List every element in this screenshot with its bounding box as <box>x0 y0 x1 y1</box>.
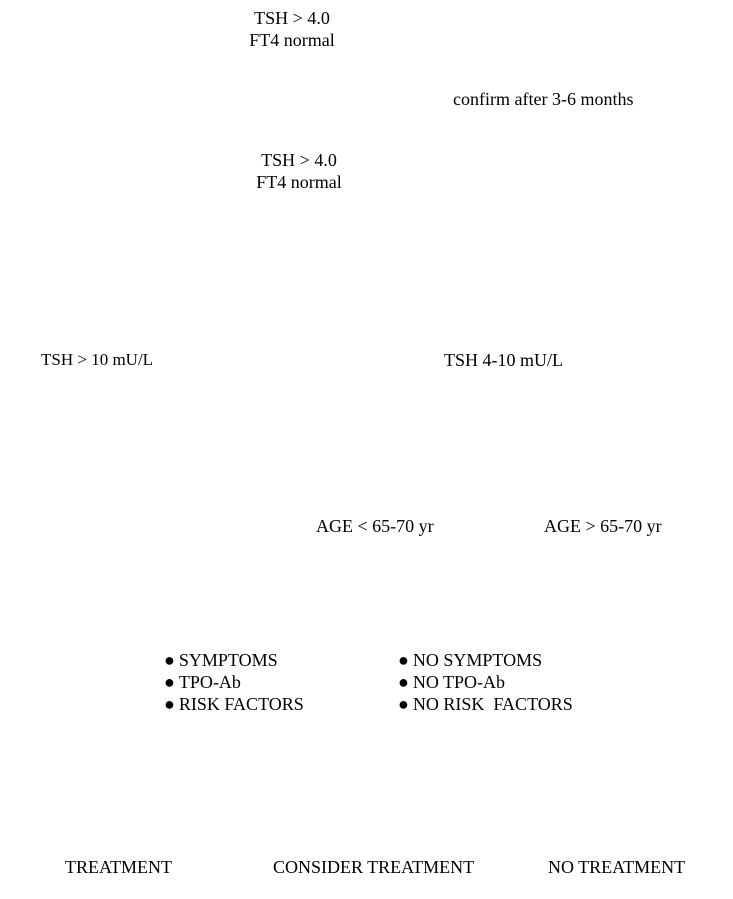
outcome-consider-treatment: CONSIDER TREATMENT <box>273 857 475 877</box>
criteria-text: NO TPO-Ab <box>412 672 506 692</box>
bullet-icon: ● <box>164 694 175 714</box>
confirmed-lab-result <box>239 149 359 193</box>
branch-tsh-high: TSH > 10 mU/L <box>41 350 154 369</box>
bullet-icon: ● <box>398 672 409 692</box>
criteria-item <box>398 693 573 715</box>
criteria-text: RISK FACTORS <box>178 694 304 714</box>
criteria-item <box>398 649 573 671</box>
outcome-treatment: TREATMENT <box>65 857 172 877</box>
bullet-icon: ● <box>398 694 409 714</box>
initial-ft4-label: FT4 normal <box>249 30 335 50</box>
confirmed-ft4-label: FT4 normal <box>256 172 342 192</box>
bullet-icon: ● <box>164 672 175 692</box>
initial-tsh-label: TSH > 4.0 <box>254 8 330 28</box>
initial-lab-result <box>232 7 352 51</box>
criteria-absent-list <box>398 649 573 715</box>
confirm-step-label: confirm after 3-6 months <box>453 89 634 109</box>
criteria-text: TPO-Ab <box>178 672 241 692</box>
age-over-label: AGE > 65-70 yr <box>544 516 662 536</box>
bullet-icon: ● <box>164 650 175 670</box>
criteria-text: NO RISK FACTORS <box>412 694 573 714</box>
branch-tsh-mid: TSH 4-10 mU/L <box>444 350 563 370</box>
criteria-present-list <box>164 649 304 715</box>
criteria-item <box>164 649 304 671</box>
criteria-text: NO SYMPTOMS <box>412 650 543 670</box>
age-under-label: AGE < 65-70 yr <box>316 516 434 536</box>
criteria-item <box>164 693 304 715</box>
criteria-item <box>398 671 573 693</box>
confirmed-tsh-label: TSH > 4.0 <box>261 150 337 170</box>
outcome-no-treatment: NO TREATMENT <box>548 857 686 877</box>
criteria-text: SYMPTOMS <box>178 650 278 670</box>
bullet-icon: ● <box>398 650 409 670</box>
criteria-item <box>164 671 304 693</box>
